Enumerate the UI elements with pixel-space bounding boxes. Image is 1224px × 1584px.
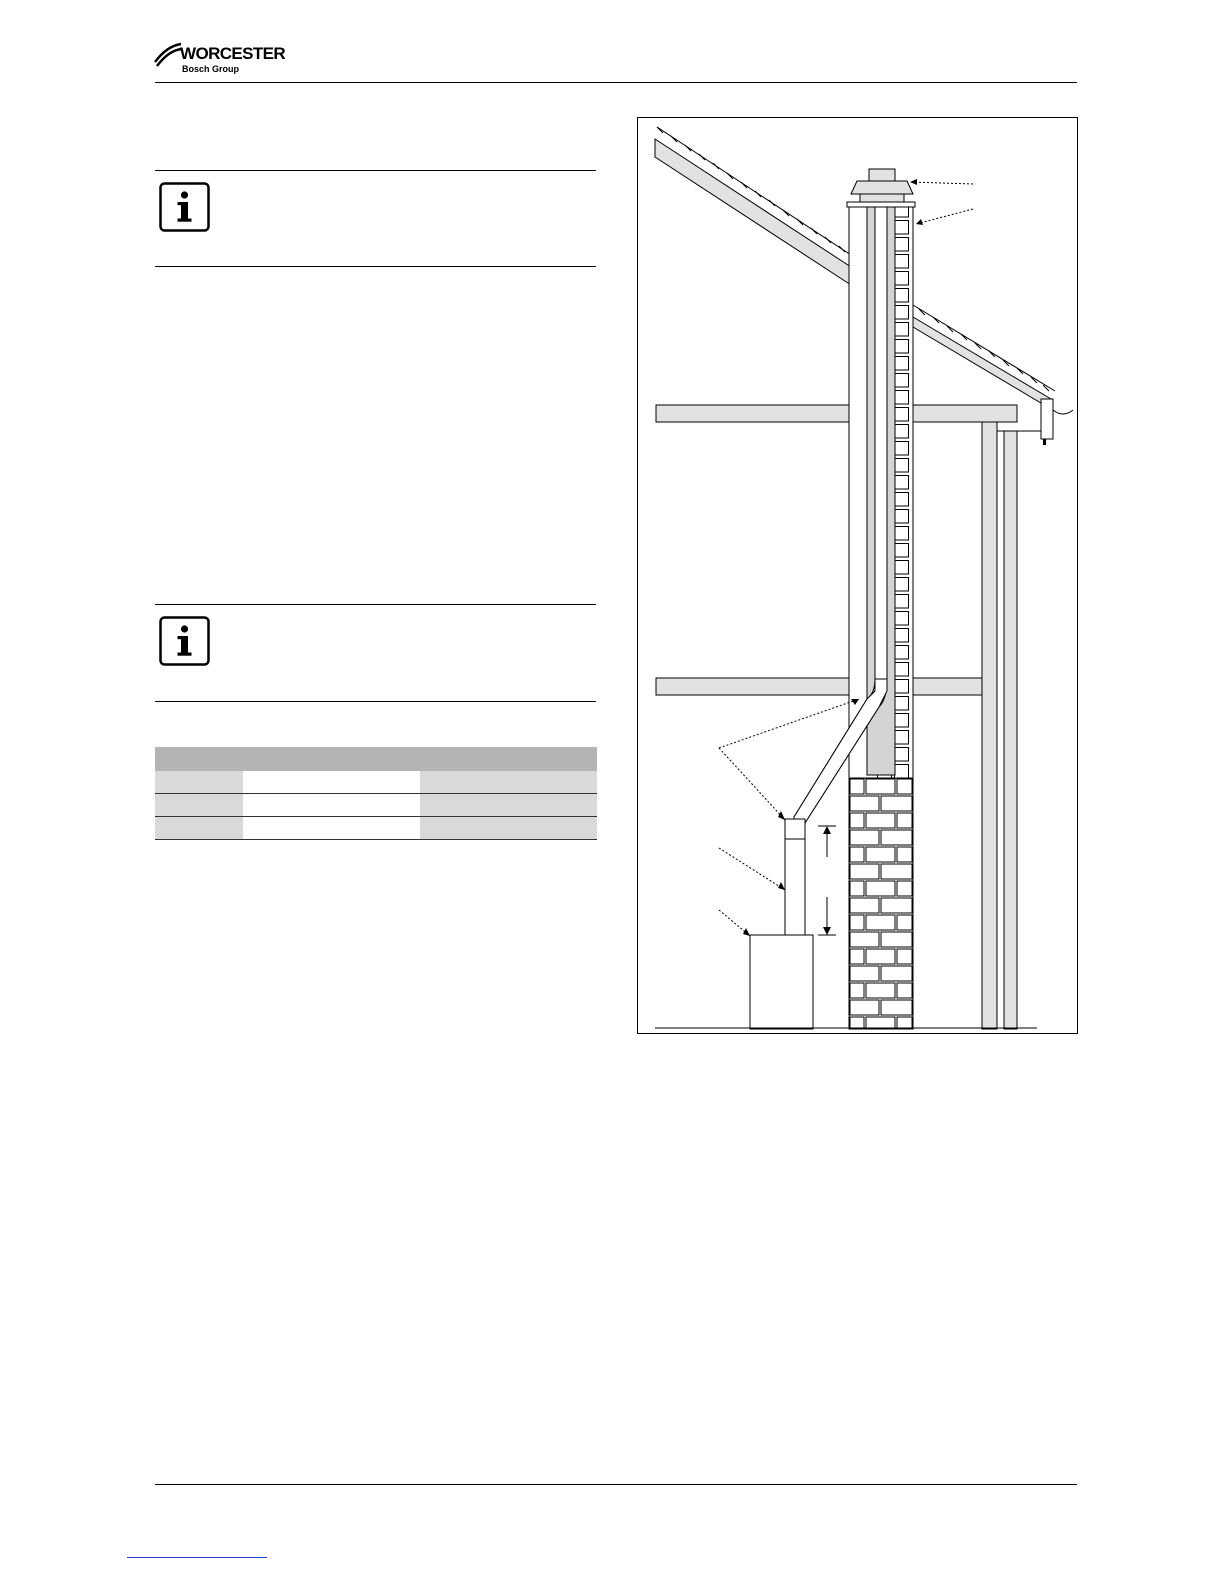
table-cell (420, 794, 597, 817)
table-header-cell (420, 747, 597, 771)
note-top-rule (155, 604, 596, 605)
footer-divider (155, 1484, 1077, 1485)
chimney-flue-diagram (637, 117, 1077, 1033)
table-cell (155, 771, 243, 794)
note-bottom-rule (155, 701, 596, 702)
roof-left (655, 127, 851, 285)
upper-joist (656, 405, 1017, 422)
height-dimension (818, 826, 836, 935)
table-cell (155, 794, 243, 817)
table-cell (243, 771, 420, 794)
table-header-row (155, 747, 597, 771)
header-divider (155, 82, 1077, 83)
worcester-logo (153, 36, 286, 78)
table-cell (420, 771, 597, 794)
brand-subtitle: Bosch Group (182, 64, 240, 74)
info-icon (159, 182, 210, 232)
leader-lines (719, 182, 973, 936)
note-top-rule (155, 170, 596, 171)
boiler (750, 935, 813, 1029)
brand-name: WORCESTER (180, 44, 286, 63)
table-row (155, 794, 597, 817)
table-cell (243, 817, 420, 840)
table-header-cell (155, 747, 243, 771)
info-icon (159, 616, 210, 666)
lower-joist (656, 678, 982, 695)
table-row (155, 817, 597, 840)
table-header-cell (243, 747, 420, 771)
flue-terminal (847, 169, 915, 207)
table-cell (243, 794, 420, 817)
table-row (155, 771, 597, 794)
table-cell (155, 817, 243, 840)
table-cell (420, 817, 597, 840)
note-bottom-rule (155, 266, 596, 267)
logo-swoosh-icon (153, 40, 183, 70)
link-underline[interactable] (127, 1557, 267, 1558)
external-wall (982, 422, 1041, 1029)
spec-table (155, 747, 597, 840)
